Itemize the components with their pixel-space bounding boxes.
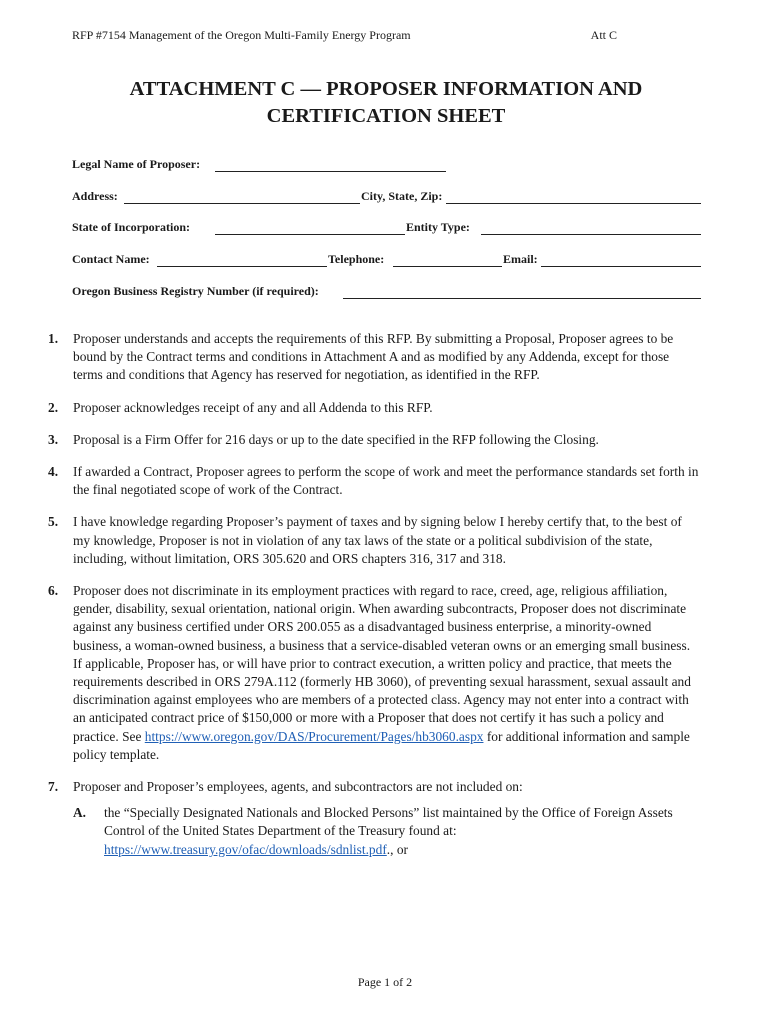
item-text: Proposer acknowledges receipt of any and all Addenda to this RFP. <box>73 399 433 415</box>
document-title <box>72 76 700 130</box>
legal-name-label: Legal Name of Proposer: <box>72 157 201 171</box>
title-line-1: ATTACHMENT C — PROPOSER INFORMATION AND <box>129 78 643 100</box>
item-text: Proposer understands and accepts the requirements of this RFP. By submitting a Proposal, Proposer agrees to be bound by the Contract terms and conditions in Attachment A and as modified by any Addenda, except for those terms and conditions that Agency has reserved for negotiation, as identified in the RFP. <box>73 331 674 383</box>
form-row-address <box>72 189 702 207</box>
email-field[interactable] <box>541 266 701 267</box>
item-number: 5. <box>48 514 59 530</box>
address-field[interactable] <box>124 203 360 204</box>
item-text: If awarded a Contract, Proposer agrees to perform the scope of work and meet the performance standards set forth in the final negotiated scope of work of the Contract. <box>73 464 699 498</box>
item-number: 3. <box>48 431 59 447</box>
contact-name-label: Contact Name: <box>72 252 150 266</box>
form-row-contact <box>72 252 702 270</box>
telephone-label: Telephone: <box>328 252 385 266</box>
item-number: 1. <box>48 331 59 346</box>
list-item <box>48 513 700 568</box>
registry-number-label: Oregon Business Registry Number (if required): <box>72 284 319 298</box>
item-number: 7. <box>48 779 59 795</box>
form-row-incorporation <box>72 220 702 238</box>
city-state-zip-label: City, State, Zip: <box>361 189 443 203</box>
state-incorporation-label: State of Incorporation: <box>72 220 190 234</box>
sdn-list-link[interactable]: https://www.treasury.gov/ofac/downloads/sdnlist.pdf <box>104 841 387 857</box>
sub-item-text-after: ., or <box>386 841 408 857</box>
sub-item-text: the “Specially Designated Nationals and Blocked Persons” list maintained by the Office of Foreign Assets Control of the United States Department of the Treasury found at: <box>104 805 673 839</box>
state-incorporation-field[interactable] <box>215 234 405 235</box>
telephone-field[interactable] <box>393 266 502 267</box>
item-text-after: for additional information and sample policy template. <box>73 728 690 762</box>
city-state-zip-field[interactable] <box>446 203 701 204</box>
header-attachment-label: Att C <box>590 28 617 42</box>
page-number: Page 1 of 2 <box>357 975 413 989</box>
legal-name-field[interactable] <box>215 171 446 172</box>
list-item <box>48 330 700 385</box>
item-text: Proposer does not discriminate in its employment practices with regard to race, creed, age, religious affiliation, gender, disability, sexual orientation, national origin. When awarding subcontracts, Proposer does not discriminate against any business certified under ORS 200.055 as a disadvantaged business enterprise, a minority-owned business, a woman-owned business, a business that a service-disabled veteran owns or an emerging small business. If applicable, Proposer has, or will have prior to contract execution, a written policy and practice, that meets the requirements described in ORS 279A.112 (formerly HB 3060), of preventing sexual harassment, sexual assault and discrimination against employees who are members of a protected class. Agency may not enter into a contract with an anticipated contract price of $150,000 or more with a Proposer that does not certify it has such a policy and practice. See <box>73 583 691 744</box>
list-item <box>48 431 700 449</box>
entity-type-label: Entity Type: <box>406 220 470 234</box>
sub-list-item <box>73 804 700 859</box>
list-item <box>48 399 700 417</box>
sub-item-text-block <box>104 804 700 859</box>
contact-name-field[interactable] <box>157 266 327 267</box>
list-item <box>48 778 700 859</box>
item-number: 2. <box>48 399 59 415</box>
entity-type-field[interactable] <box>481 234 701 235</box>
item-text: Proposer and Proposer’s employees, agents, and subcontractors are not included on: <box>73 779 523 795</box>
page-header <box>72 28 617 44</box>
list-item <box>48 463 700 499</box>
certification-list <box>48 330 700 873</box>
title-line-2: CERTIFICATION SHEET <box>266 105 506 127</box>
address-label: Address: <box>72 189 118 203</box>
header-rfp-title: RFP #7154 Management of the Oregon Multi-Family Energy Program <box>72 28 411 42</box>
item-number: 4. <box>48 464 59 480</box>
item-number: 6. <box>48 583 59 599</box>
form-row-registry <box>72 284 702 302</box>
sub-item-letter: A. <box>73 805 87 821</box>
registry-number-field[interactable] <box>343 298 701 299</box>
item-text: I have knowledge regarding Proposer’s payment of taxes and by signing below I hereby certify that, to the best of my knowledge, Proposer is not in violation of any tax laws of the state or a political subdivision of the state, including, without limitation, ORS 305.620 and ORS chapters 316, 317 and 318. <box>73 514 682 566</box>
form-row-legal-name <box>72 157 702 175</box>
email-label: Email: <box>503 252 538 266</box>
hb3060-link[interactable]: https://www.oregon.gov/DAS/Procurement/Pages/hb3060.aspx <box>144 728 484 744</box>
item-text-block <box>73 582 700 764</box>
item-text: Proposal is a Firm Offer for 216 days or up to the date specified in the RFP following the Closing. <box>73 431 599 447</box>
list-item <box>48 582 700 764</box>
